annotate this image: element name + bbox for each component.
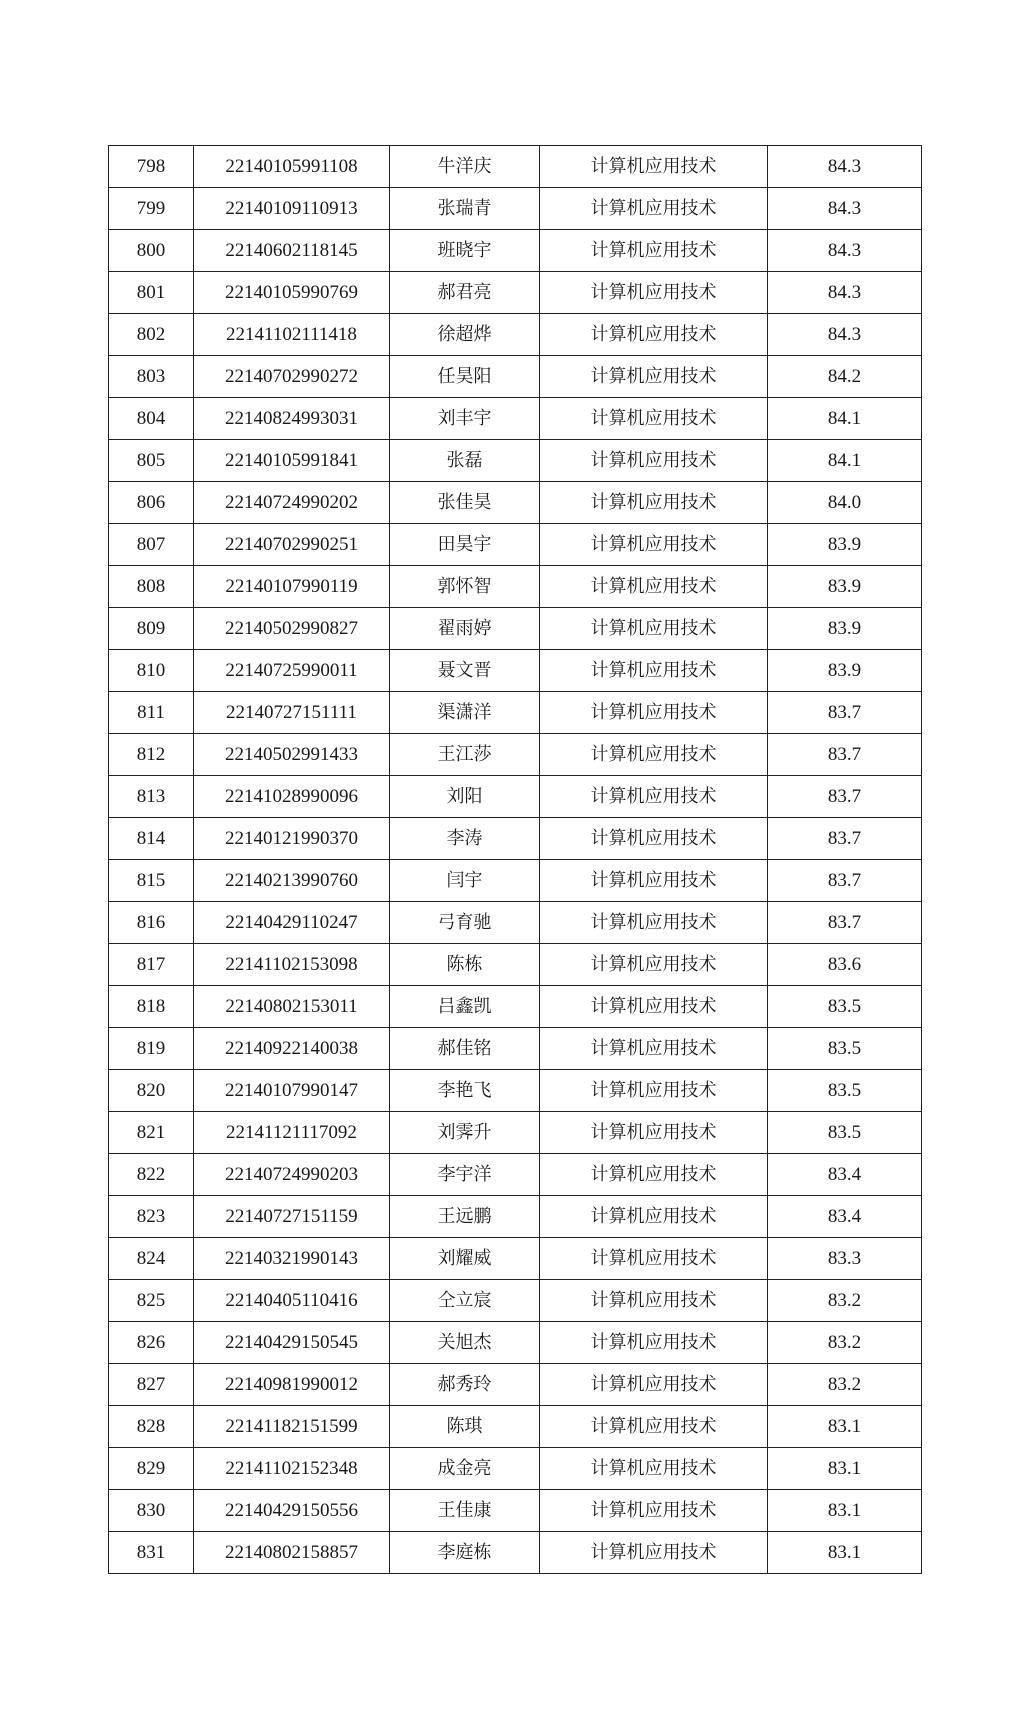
major-cell: 计算机应用技术 (540, 188, 768, 230)
candidate-id-cell: 22140121990370 (194, 818, 390, 860)
row-number-cell: 805 (109, 440, 194, 482)
candidate-id-cell: 22140727151159 (194, 1196, 390, 1238)
candidate-id-cell: 22140981990012 (194, 1364, 390, 1406)
candidate-id-cell: 22140107990119 (194, 566, 390, 608)
major-cell: 计算机应用技术 (540, 944, 768, 986)
table-row (109, 734, 922, 776)
name-cell: 李庭栋 (390, 1532, 540, 1574)
major-cell: 计算机应用技术 (540, 1448, 768, 1490)
table-row (109, 230, 922, 272)
candidate-id-cell: 22140321990143 (194, 1238, 390, 1280)
major-cell: 计算机应用技术 (540, 440, 768, 482)
major-cell: 计算机应用技术 (540, 356, 768, 398)
row-number-cell: 825 (109, 1280, 194, 1322)
row-number-cell: 810 (109, 650, 194, 692)
candidate-id-cell: 22140922140038 (194, 1028, 390, 1070)
row-number-cell: 815 (109, 860, 194, 902)
row-number-cell: 799 (109, 188, 194, 230)
score-cell: 83.6 (768, 944, 922, 986)
candidate-id-cell: 22140429110247 (194, 902, 390, 944)
candidate-id-cell: 22140802158857 (194, 1532, 390, 1574)
table-row (109, 272, 922, 314)
candidate-id-cell: 22140429150556 (194, 1490, 390, 1532)
row-number-cell: 828 (109, 1406, 194, 1448)
name-cell: 吕鑫凯 (390, 986, 540, 1028)
table-row (109, 1112, 922, 1154)
candidate-id-cell: 22140824993031 (194, 398, 390, 440)
row-number-cell: 804 (109, 398, 194, 440)
score-cell: 83.9 (768, 566, 922, 608)
score-cell: 83.7 (768, 818, 922, 860)
row-number-cell: 806 (109, 482, 194, 524)
major-cell: 计算机应用技术 (540, 524, 768, 566)
score-cell: 84.3 (768, 230, 922, 272)
table-row (109, 818, 922, 860)
table-row (109, 1154, 922, 1196)
table-row (109, 1532, 922, 1574)
row-number-cell: 801 (109, 272, 194, 314)
major-cell: 计算机应用技术 (540, 1070, 768, 1112)
row-number-cell: 821 (109, 1112, 194, 1154)
name-cell: 仝立宸 (390, 1280, 540, 1322)
name-cell: 张磊 (390, 440, 540, 482)
name-cell: 李艳飞 (390, 1070, 540, 1112)
name-cell: 李涛 (390, 818, 540, 860)
name-cell: 翟雨婷 (390, 608, 540, 650)
score-cell: 83.5 (768, 1112, 922, 1154)
name-cell: 郝君亮 (390, 272, 540, 314)
candidate-id-cell: 22141102111418 (194, 314, 390, 356)
candidate-id-cell: 22140105990769 (194, 272, 390, 314)
name-cell: 王远鹏 (390, 1196, 540, 1238)
score-cell: 83.9 (768, 650, 922, 692)
name-cell: 张瑞青 (390, 188, 540, 230)
score-cell: 83.7 (768, 734, 922, 776)
row-number-cell: 809 (109, 608, 194, 650)
score-cell: 83.3 (768, 1238, 922, 1280)
row-number-cell: 807 (109, 524, 194, 566)
row-number-cell: 818 (109, 986, 194, 1028)
row-number-cell: 831 (109, 1532, 194, 1574)
table-row (109, 188, 922, 230)
results-table (108, 145, 922, 1574)
name-cell: 张佳昊 (390, 482, 540, 524)
candidate-id-cell: 22140429150545 (194, 1322, 390, 1364)
candidate-id-cell: 22141102152348 (194, 1448, 390, 1490)
score-cell: 83.2 (768, 1322, 922, 1364)
score-cell: 83.7 (768, 902, 922, 944)
table-row (109, 944, 922, 986)
major-cell: 计算机应用技术 (540, 1532, 768, 1574)
score-cell: 83.5 (768, 1028, 922, 1070)
candidate-id-cell: 22141121117092 (194, 1112, 390, 1154)
name-cell: 郝佳铭 (390, 1028, 540, 1070)
score-cell: 83.1 (768, 1448, 922, 1490)
score-cell: 84.1 (768, 398, 922, 440)
candidate-id-cell: 22140105991108 (194, 146, 390, 188)
score-cell: 83.1 (768, 1532, 922, 1574)
name-cell: 渠潇洋 (390, 692, 540, 734)
major-cell: 计算机应用技术 (540, 776, 768, 818)
results-table-body (109, 146, 922, 1574)
major-cell: 计算机应用技术 (540, 146, 768, 188)
table-row (109, 482, 922, 524)
score-cell: 83.5 (768, 1070, 922, 1112)
name-cell: 刘阳 (390, 776, 540, 818)
table-row (109, 440, 922, 482)
major-cell: 计算机应用技术 (540, 230, 768, 272)
table-row (109, 902, 922, 944)
major-cell: 计算机应用技术 (540, 1028, 768, 1070)
major-cell: 计算机应用技术 (540, 482, 768, 524)
score-cell: 84.0 (768, 482, 922, 524)
name-cell: 任昊阳 (390, 356, 540, 398)
name-cell: 刘霁升 (390, 1112, 540, 1154)
major-cell: 计算机应用技术 (540, 1112, 768, 1154)
row-number-cell: 820 (109, 1070, 194, 1112)
score-cell: 83.5 (768, 986, 922, 1028)
table-row (109, 1070, 922, 1112)
table-row (109, 986, 922, 1028)
major-cell: 计算机应用技术 (540, 272, 768, 314)
major-cell: 计算机应用技术 (540, 398, 768, 440)
row-number-cell: 803 (109, 356, 194, 398)
name-cell: 刘丰宇 (390, 398, 540, 440)
name-cell: 陈栋 (390, 944, 540, 986)
name-cell: 闫宇 (390, 860, 540, 902)
candidate-id-cell: 22140725990011 (194, 650, 390, 692)
candidate-id-cell: 22140724990202 (194, 482, 390, 524)
row-number-cell: 813 (109, 776, 194, 818)
candidate-id-cell: 22140105991841 (194, 440, 390, 482)
major-cell: 计算机应用技术 (540, 902, 768, 944)
candidate-id-cell: 22140213990760 (194, 860, 390, 902)
score-cell: 83.9 (768, 524, 922, 566)
table-row (109, 146, 922, 188)
score-cell: 84.3 (768, 314, 922, 356)
score-cell: 84.3 (768, 188, 922, 230)
major-cell: 计算机应用技术 (540, 1322, 768, 1364)
table-row (109, 608, 922, 650)
name-cell: 郭怀智 (390, 566, 540, 608)
major-cell: 计算机应用技术 (540, 1280, 768, 1322)
table-row (109, 1280, 922, 1322)
candidate-id-cell: 22141028990096 (194, 776, 390, 818)
name-cell: 郝秀玲 (390, 1364, 540, 1406)
major-cell: 计算机应用技术 (540, 1238, 768, 1280)
name-cell: 李宇洋 (390, 1154, 540, 1196)
table-row (109, 1364, 922, 1406)
row-number-cell: 816 (109, 902, 194, 944)
row-number-cell: 819 (109, 1028, 194, 1070)
table-row (109, 1238, 922, 1280)
table-row (109, 356, 922, 398)
name-cell: 王江莎 (390, 734, 540, 776)
table-row (109, 398, 922, 440)
major-cell: 计算机应用技术 (540, 692, 768, 734)
candidate-id-cell: 22140502990827 (194, 608, 390, 650)
major-cell: 计算机应用技术 (540, 1154, 768, 1196)
candidate-id-cell: 22140727151111 (194, 692, 390, 734)
major-cell: 计算机应用技术 (540, 1490, 768, 1532)
row-number-cell: 800 (109, 230, 194, 272)
table-row (109, 860, 922, 902)
major-cell: 计算机应用技术 (540, 1364, 768, 1406)
row-number-cell: 802 (109, 314, 194, 356)
table-row (109, 1448, 922, 1490)
candidate-id-cell: 22140602118145 (194, 230, 390, 272)
name-cell: 王佳康 (390, 1490, 540, 1532)
row-number-cell: 814 (109, 818, 194, 860)
score-cell: 83.7 (768, 692, 922, 734)
candidate-id-cell: 22140109110913 (194, 188, 390, 230)
table-row (109, 314, 922, 356)
candidate-id-cell: 22140702990251 (194, 524, 390, 566)
table-row (109, 1322, 922, 1364)
score-cell: 84.3 (768, 146, 922, 188)
table-row (109, 1406, 922, 1448)
name-cell: 弓育驰 (390, 902, 540, 944)
name-cell: 陈琪 (390, 1406, 540, 1448)
candidate-id-cell: 22140107990147 (194, 1070, 390, 1112)
major-cell: 计算机应用技术 (540, 860, 768, 902)
score-cell: 83.1 (768, 1406, 922, 1448)
candidate-id-cell: 22140724990203 (194, 1154, 390, 1196)
major-cell: 计算机应用技术 (540, 566, 768, 608)
score-cell: 83.9 (768, 608, 922, 650)
row-number-cell: 826 (109, 1322, 194, 1364)
table-row (109, 1490, 922, 1532)
row-number-cell: 827 (109, 1364, 194, 1406)
major-cell: 计算机应用技术 (540, 734, 768, 776)
table-row (109, 692, 922, 734)
major-cell: 计算机应用技术 (540, 818, 768, 860)
name-cell: 刘耀威 (390, 1238, 540, 1280)
candidate-id-cell: 22140802153011 (194, 986, 390, 1028)
candidate-id-cell: 22140702990272 (194, 356, 390, 398)
score-cell: 83.1 (768, 1490, 922, 1532)
table-row (109, 1196, 922, 1238)
score-cell: 84.1 (768, 440, 922, 482)
row-number-cell: 798 (109, 146, 194, 188)
score-cell: 83.4 (768, 1154, 922, 1196)
name-cell: 牛洋庆 (390, 146, 540, 188)
row-number-cell: 808 (109, 566, 194, 608)
row-number-cell: 829 (109, 1448, 194, 1490)
score-cell: 83.2 (768, 1280, 922, 1322)
candidate-id-cell: 22141182151599 (194, 1406, 390, 1448)
major-cell: 计算机应用技术 (540, 1196, 768, 1238)
name-cell: 田昊宇 (390, 524, 540, 566)
table-row (109, 776, 922, 818)
table-row (109, 566, 922, 608)
row-number-cell: 812 (109, 734, 194, 776)
score-cell: 84.3 (768, 272, 922, 314)
row-number-cell: 811 (109, 692, 194, 734)
major-cell: 计算机应用技术 (540, 986, 768, 1028)
row-number-cell: 822 (109, 1154, 194, 1196)
name-cell: 徐超烨 (390, 314, 540, 356)
major-cell: 计算机应用技术 (540, 1406, 768, 1448)
row-number-cell: 823 (109, 1196, 194, 1238)
row-number-cell: 830 (109, 1490, 194, 1532)
major-cell: 计算机应用技术 (540, 314, 768, 356)
candidate-id-cell: 22141102153098 (194, 944, 390, 986)
candidate-id-cell: 22140502991433 (194, 734, 390, 776)
name-cell: 关旭杰 (390, 1322, 540, 1364)
score-cell: 83.4 (768, 1196, 922, 1238)
name-cell: 班晓宇 (390, 230, 540, 272)
major-cell: 计算机应用技术 (540, 608, 768, 650)
name-cell: 成金亮 (390, 1448, 540, 1490)
score-cell: 83.7 (768, 860, 922, 902)
major-cell: 计算机应用技术 (540, 650, 768, 692)
candidate-id-cell: 22140405110416 (194, 1280, 390, 1322)
score-cell: 83.2 (768, 1364, 922, 1406)
row-number-cell: 817 (109, 944, 194, 986)
table-row (109, 650, 922, 692)
name-cell: 聂文晋 (390, 650, 540, 692)
table-row (109, 524, 922, 566)
table-row (109, 1028, 922, 1070)
row-number-cell: 824 (109, 1238, 194, 1280)
score-cell: 83.7 (768, 776, 922, 818)
score-cell: 84.2 (768, 356, 922, 398)
